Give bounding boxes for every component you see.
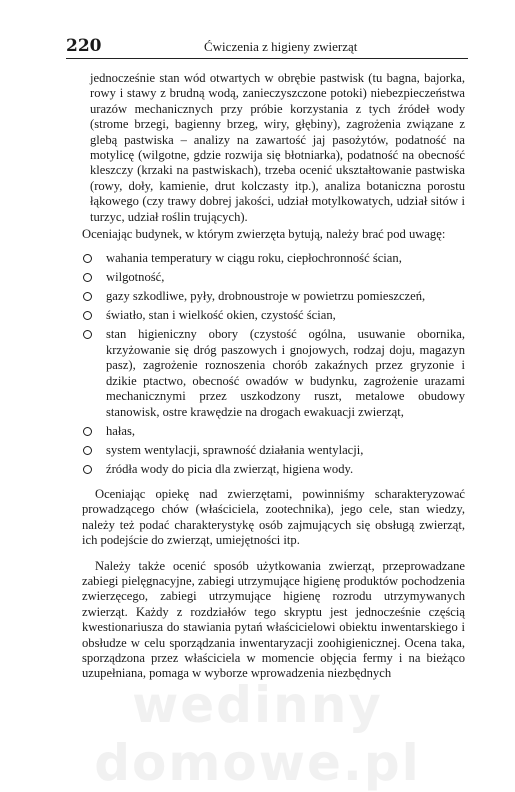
list-item-text: wilgotność,: [106, 270, 165, 285]
circle-bullet-icon: [83, 465, 92, 474]
circle-bullet-icon: [83, 446, 92, 455]
page-header: [66, 36, 468, 59]
list-item-text: wahania temperatury w ciągu roku, ciepłochronność ścian,: [106, 251, 402, 266]
running-title: Ćwiczenia z higieny zwierząt: [204, 39, 358, 54]
list-item: [82, 270, 465, 285]
circle-bullet-icon: [83, 292, 92, 301]
list-item-text: gazy szkodliwe, pyły, drobnoustroje w powietrzu pomieszczeń,: [106, 289, 426, 304]
list-item-text: stan higieniczny obory (czystość ogólna, usuwanie obornika, krzyżowanie się dróg paszowych i gnojowych, rodzaj doju, magazyn pasz), zagrożenie roznoszenia chorób zakaźnych przez gryzonie i dzikie ptactwo, obecność owadów w budynku, zagrożenie urazami mechanicznymi przez uszkodzony ruszt, metalowe obudowy stanowisk, ostre krawędzie na drogach ewakuacji zwierząt,: [106, 327, 465, 419]
building-assessment-lead: Oceniając budynek, w którym zwierzęta bytują, należy brać pod uwagę:: [82, 227, 446, 242]
watermark: wedinny domowe.pl: [94, 676, 421, 792]
list-item: [82, 443, 465, 458]
circle-bullet-icon: [83, 427, 92, 436]
list-item: [82, 308, 465, 323]
list-item-text: światło, stan i wielkość okien, czystość ścian,: [106, 308, 336, 323]
animal-usage-paragraph: Należy także ocenić sposób użytkowania zwierząt, przeprowadzane zabiegi pielęgnacyjne, zabiegi utrzymujące higienę produktów pochodzenia zwierzęcego, zabiegi utrzymujące higienę rozrodu utrzymywanych zwierząt. Każdy z rozdziałów tego skryptu jest jednocześnie częścią kwestionariusza do stawiania pytań właścicielowi obiektu inwentarskiego i obsłudze w celu sporządzania inwentaryzacji zoohigienicznej. Ocena taka, sporządzona przez właściciela w momencie objęcia fermy i na bieżąco uzupełniana, pomaga w wyborze wprowadzenia niezbędnych: [82, 558, 465, 681]
list-item: [82, 251, 465, 266]
list-item-text: hałas,: [106, 423, 136, 438]
circle-bullet-icon: [83, 330, 92, 339]
circle-bullet-icon: [83, 254, 92, 263]
list-item-text: źródła wody do picia dla zwierząt, higiena wody.: [106, 461, 354, 476]
animal-care-paragraph: Oceniając opiekę nad zwierzętami, powinniśmy scharakteryzować prowadzącego chów (właściciela, zootechnika), jego cele, stan wiedzy, należy też podać charakterystykę osób zajmujących się obsługą zwierząt, ich podejście do zwierząt, umiejętności itp.: [82, 486, 465, 548]
continued-paragraph: jednocześnie stan wód otwartych w obrębie pastwisk (tu bagna, bajorka, rowy i stawy z brudną wodą, zanieczyszczone potoki) niebezpieczeństwa urazów mechanicznych przy próbie korzystania z tych źródeł wody (strome brzegi, bagienny brzeg, wiry, głębiny), zagrożenia związane z glebą pastwiska – analizy na zawartość jaj pasożytów, podatność na motylicę (wilgotne, gdzie rozwija się błotniarka), podatność na obecność kleszczy (krzaki na pastwiskach), trzeba ocenić ukształtowanie pastwiska (rowy, doły, kamienie, drut kolczasty itp.), analiza botaniczna porostu łąkowego (czy trawy dobrej jakości, udział motylkowatych, udział sitów i turzyc, udział roślin trujących).: [90, 71, 465, 224]
circle-bullet-icon: [83, 273, 92, 282]
list-item: [82, 462, 465, 477]
body-text: [82, 71, 465, 682]
circle-bullet-icon: [83, 311, 92, 320]
building-criteria-list: [82, 251, 465, 476]
list-item: [82, 289, 465, 304]
list-item: [82, 327, 465, 419]
list-item: [82, 424, 465, 439]
page-number: 220: [66, 36, 102, 56]
list-item-text: system wentylacji, sprawność działania wentylacji,: [106, 442, 364, 457]
